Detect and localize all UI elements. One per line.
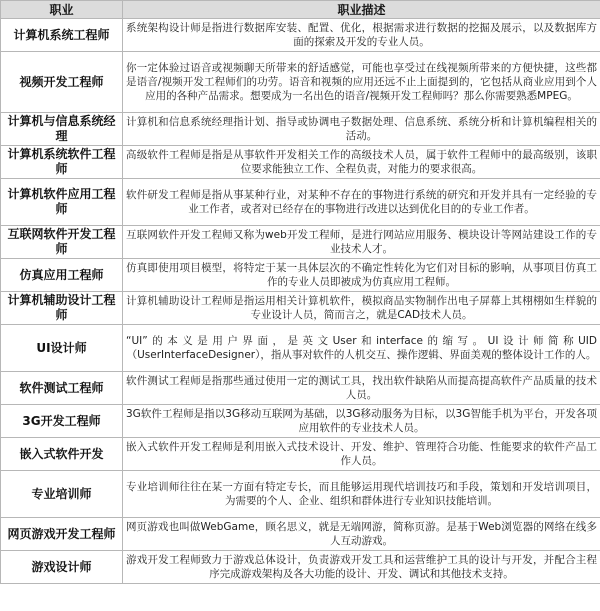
table-row — [1, 471, 600, 518]
table-row — [1, 551, 600, 584]
table-row — [1, 438, 600, 471]
table-row — [1, 113, 600, 146]
table-row — [1, 292, 600, 325]
table-row — [1, 372, 600, 405]
occupation-title: 网页游戏开发工程师 — [1, 518, 123, 551]
occupation-title: 计算机与信息系统经理 — [1, 113, 123, 146]
occupation-description: 网页游戏也叫做WebGame，顾名思义，就是无端网游，简称页游。是基于Web浏览器的网络在线多人互动游戏。 — [123, 518, 600, 551]
occupation-description: “UI”的本义是用户界面，是英文User和interface的缩写。UI设计师简称UID（UserInterfaceDesigner），指从事对软件的人机交互、操作逻辑、界面美观的整体设计工作的人。 — [123, 325, 600, 372]
occupation-description: 3G软件工程师是指以3G移动互联网为基础，以3G移动服务为目标，以3G智能手机为平台，开发各项应用软件的专业技术人员。 — [123, 405, 600, 438]
occupation-description: 专业培训师往往在某一方面有特定专长，而且能够运用现代培训技巧和手段，策划和开发培训项目，为需要的个人、企业、组织和群体进行专业知识技能培训。 — [123, 471, 600, 518]
occupation-title: 计算机辅助设计工程师 — [1, 292, 123, 325]
occupation-title: 计算机系统工程师 — [1, 19, 123, 52]
occupation-description: 软件测试工程师是指那些通过使用一定的测试工具，找出软件缺陷从而提高提高软件产品质量的技术人员。 — [123, 372, 600, 405]
occupation-title: 互联网软件开发工程师 — [1, 226, 123, 259]
table-row — [1, 405, 600, 438]
occupation-title: 专业培训师 — [1, 471, 123, 518]
occupation-title: 计算机系统软件工程师 — [1, 146, 123, 179]
table-row — [1, 226, 600, 259]
occupation-title: 仿真应用工程师 — [1, 259, 123, 292]
occupation-description: 嵌入式软件开发工程师是利用嵌入式技术设计、开发、维护、管理符合功能、性能要求的软件产品工作人员。 — [123, 438, 600, 471]
occupation-description: 游戏开发工程师致力于游戏总体设计，负责游戏开发工具和运营维护工具的设计与开发，并配合主程序完成游戏架构及各大功能的设计、开发、调试和其他技术支持。 — [123, 551, 600, 584]
occupation-description: 计算机辅助设计工程师是指运用相关计算机软件，模拟商品实物制作出电子屏幕上其栩栩如生样貌的专业设计人员，简而言之，就是CAD技术人员。 — [123, 292, 600, 325]
table-row — [1, 518, 600, 551]
table-row — [1, 52, 600, 113]
table-row — [1, 325, 600, 372]
occupation-description: 仿真即使用项目模型，将特定于某一具体层次的不确定性转化为它们对目标的影响，从事项目仿真工作的专业人员即被成为仿真应用工程师。 — [123, 259, 600, 292]
table-row — [1, 179, 600, 226]
occupation-title: 3G开发工程师 — [1, 405, 123, 438]
occupation-description: 互联网软件开发工程师又称为web开发工程师，是进行网站应用服务、模块设计等网站建设工作的专业技术人才。 — [123, 226, 600, 259]
table-row — [1, 146, 600, 179]
occupation-description: 软件研发工程师是指从事某种行业，对某种不存在的事物进行系统的研究和开发并具有一定经验的专业工作者，或者对已经存在的事物进行改进以达到优化目的的专业工作者。 — [123, 179, 600, 226]
occupation-title: 计算机软件应用工程师 — [1, 179, 123, 226]
occupation-title: UI设计师 — [1, 325, 123, 372]
occupation-title: 游戏设计师 — [1, 551, 123, 584]
table-row — [1, 19, 600, 52]
occupation-description: 你一定体验过语音或视频聊天所带来的舒适感觉，可能也享受过在线视频所带来的方便快捷，这些都是语音/视频开发工程师们的功劳。语音和视频的应用还远不止上面提到的，它包括从商业应用到个人应用的各种产品需求。想要成为一名出色的语音/视频开发工程师吗？那么你需要熟悉MPEG。 — [123, 52, 600, 113]
table-header-row — [1, 1, 600, 19]
table-row — [1, 259, 600, 292]
header-description: 职业描述 — [123, 1, 600, 19]
occupation-title: 嵌入式软件开发 — [1, 438, 123, 471]
occupation-description: 系统架构设计师是指进行数据库安装、配置、优化，根据需求进行数据的挖掘及展示，以及数据库方面的探索及开发的专业人员。 — [123, 19, 600, 52]
occupation-title: 软件测试工程师 — [1, 372, 123, 405]
occupation-description: 高级软件工程师是指是从事软件开发相关工作的高级技术人员，属于软件工程师中的最高级别，该职位要求能独立工作、全程负责，对能力的要求很高。 — [123, 146, 600, 179]
header-occupation: 职业 — [1, 1, 123, 19]
occupation-title: 视频开发工程师 — [1, 52, 123, 113]
occupation-description: 计算机和信息系统经理指计划、指导或协调电子数据处理、信息系统、系统分析和计算机编程相关的活动。 — [123, 113, 600, 146]
